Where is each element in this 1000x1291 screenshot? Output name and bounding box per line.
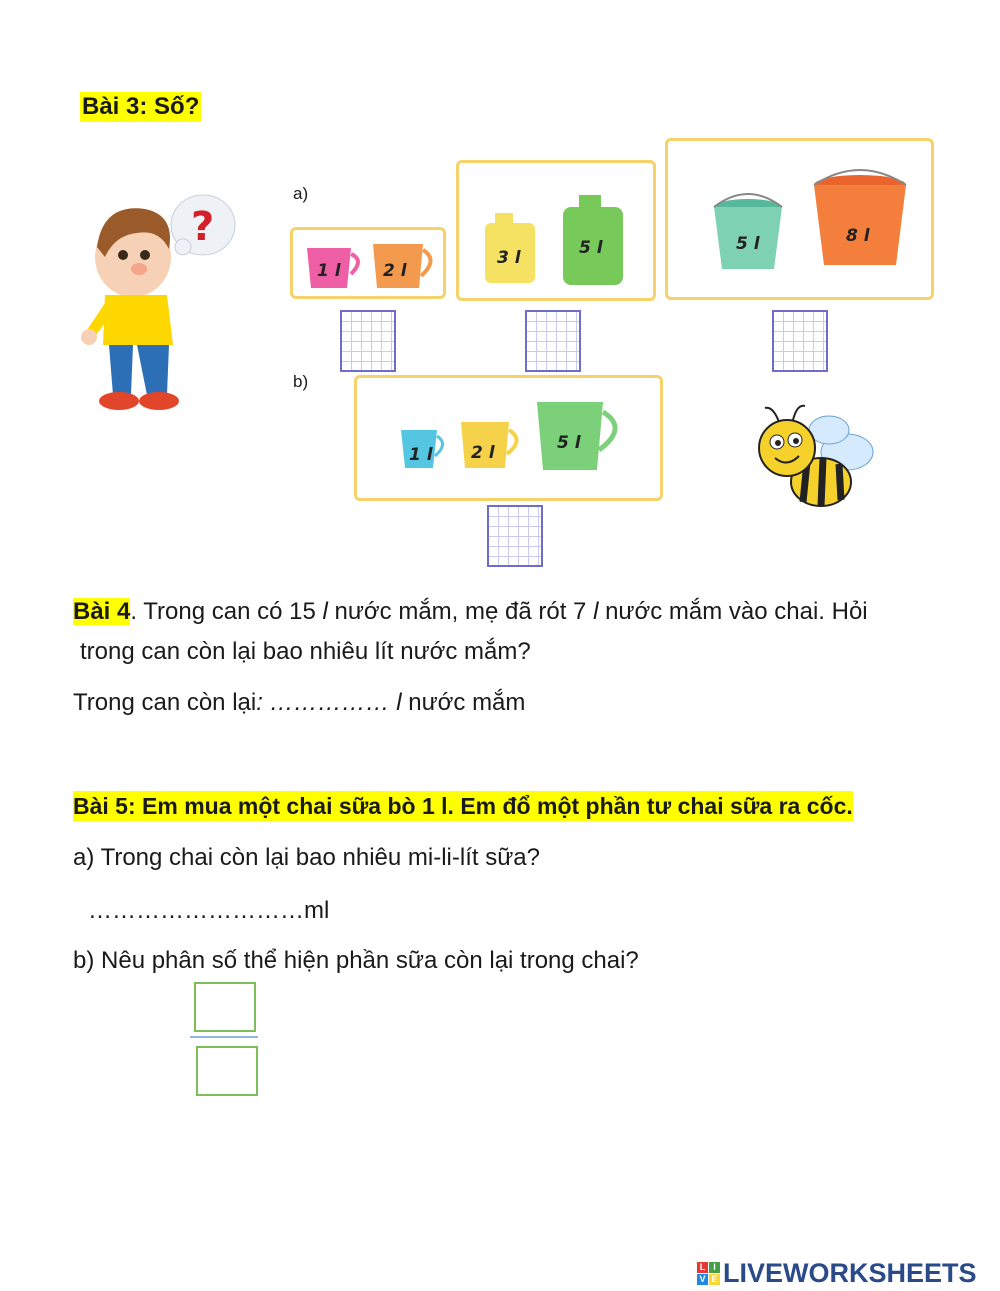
logo-letter-i: I (709, 1262, 720, 1273)
bucket-label-8l: 8 l (846, 226, 870, 246)
answer-grid-b[interactable] (487, 505, 543, 567)
jug-group-a1 (290, 227, 446, 299)
bai4-answer-prefix: Trong can còn lại (73, 689, 257, 716)
bai3-title: Bài 3: Số? (82, 93, 200, 120)
bai4-unit-1: l (322, 598, 328, 625)
answer-grid-a1[interactable] (340, 310, 396, 372)
bai4-text2: nước mắm, mẹ đã rót 7 (327, 598, 594, 625)
bai4-answer-line (73, 688, 525, 718)
answer-grid-a2[interactable] (525, 310, 581, 372)
answer-grid-a3[interactable] (772, 310, 828, 372)
svg-text:?: ? (191, 204, 215, 250)
logo-icon (697, 1262, 720, 1285)
can-label-3l: 3 l (497, 248, 521, 268)
bai5-answer-a[interactable]: ………………………ml (88, 897, 330, 924)
jug-group-b (354, 375, 663, 501)
jug-b-label-2l: 2 l (471, 443, 495, 463)
bai4-question-line2: trong can còn lại bao nhiêu lít nước mắm? (80, 638, 531, 665)
fraction-denominator-box[interactable] (196, 1046, 258, 1096)
thinking-boy-illustration (75, 185, 255, 420)
can-label-5l: 5 l (579, 238, 603, 258)
logo-letter-e: E (709, 1274, 720, 1285)
jug-b-label-5l: 5 l (557, 433, 581, 453)
bai4-answer-unit: l (396, 689, 402, 716)
bai5-title: Bài 5: Em mua một chai sữa bò 1 l. Em đổ một phần tư chai sữa ra cốc. (73, 793, 853, 819)
bee-illustration (755, 400, 880, 525)
water-cans-icon (459, 163, 653, 298)
jug-b-label-1l: 1 l (409, 445, 433, 465)
bai4-answer-blank[interactable]: : …………… (256, 689, 397, 716)
logo-letter-v: V (697, 1274, 708, 1285)
bai4-question-line1 (73, 597, 868, 627)
bai4-label: Bài 4 (73, 598, 131, 625)
bai4-text1: . Trong can có 15 (130, 598, 323, 625)
bai4-unit-2: l (593, 598, 599, 625)
jug-label-1l: 1 l (317, 261, 341, 281)
logo-text: LIVEWORKSHEETS (723, 1258, 977, 1288)
fraction-numerator-box[interactable] (194, 982, 256, 1032)
buckets-icon (668, 141, 931, 297)
bai4-text3: nước mắm vào chai. Hỏi (598, 598, 868, 625)
liveworksheets-logo (697, 1258, 977, 1289)
logo-letter-l: L (697, 1262, 708, 1273)
bai5-question-b: b) Nêu phân số thể hiện phần sữa còn lại trong chai? (73, 947, 639, 974)
bucket-label-5l: 5 l (736, 234, 760, 254)
jug-label-2l: 2 l (383, 261, 407, 281)
bucket-group-a3 (665, 138, 934, 300)
bai3-part-a-label: a) (293, 184, 309, 203)
fraction-bar (190, 1036, 258, 1038)
small-jugs-icon (293, 230, 443, 296)
bai5-question-a: a) Trong chai còn lại bao nhiêu mi-li-lít sữa? (73, 844, 540, 871)
bai4-answer-suffix: nước mắm (401, 689, 526, 716)
measuring-jugs-icon (357, 378, 660, 498)
can-group-a2 (456, 160, 656, 301)
bai3-part-b-label: b) (293, 372, 309, 391)
